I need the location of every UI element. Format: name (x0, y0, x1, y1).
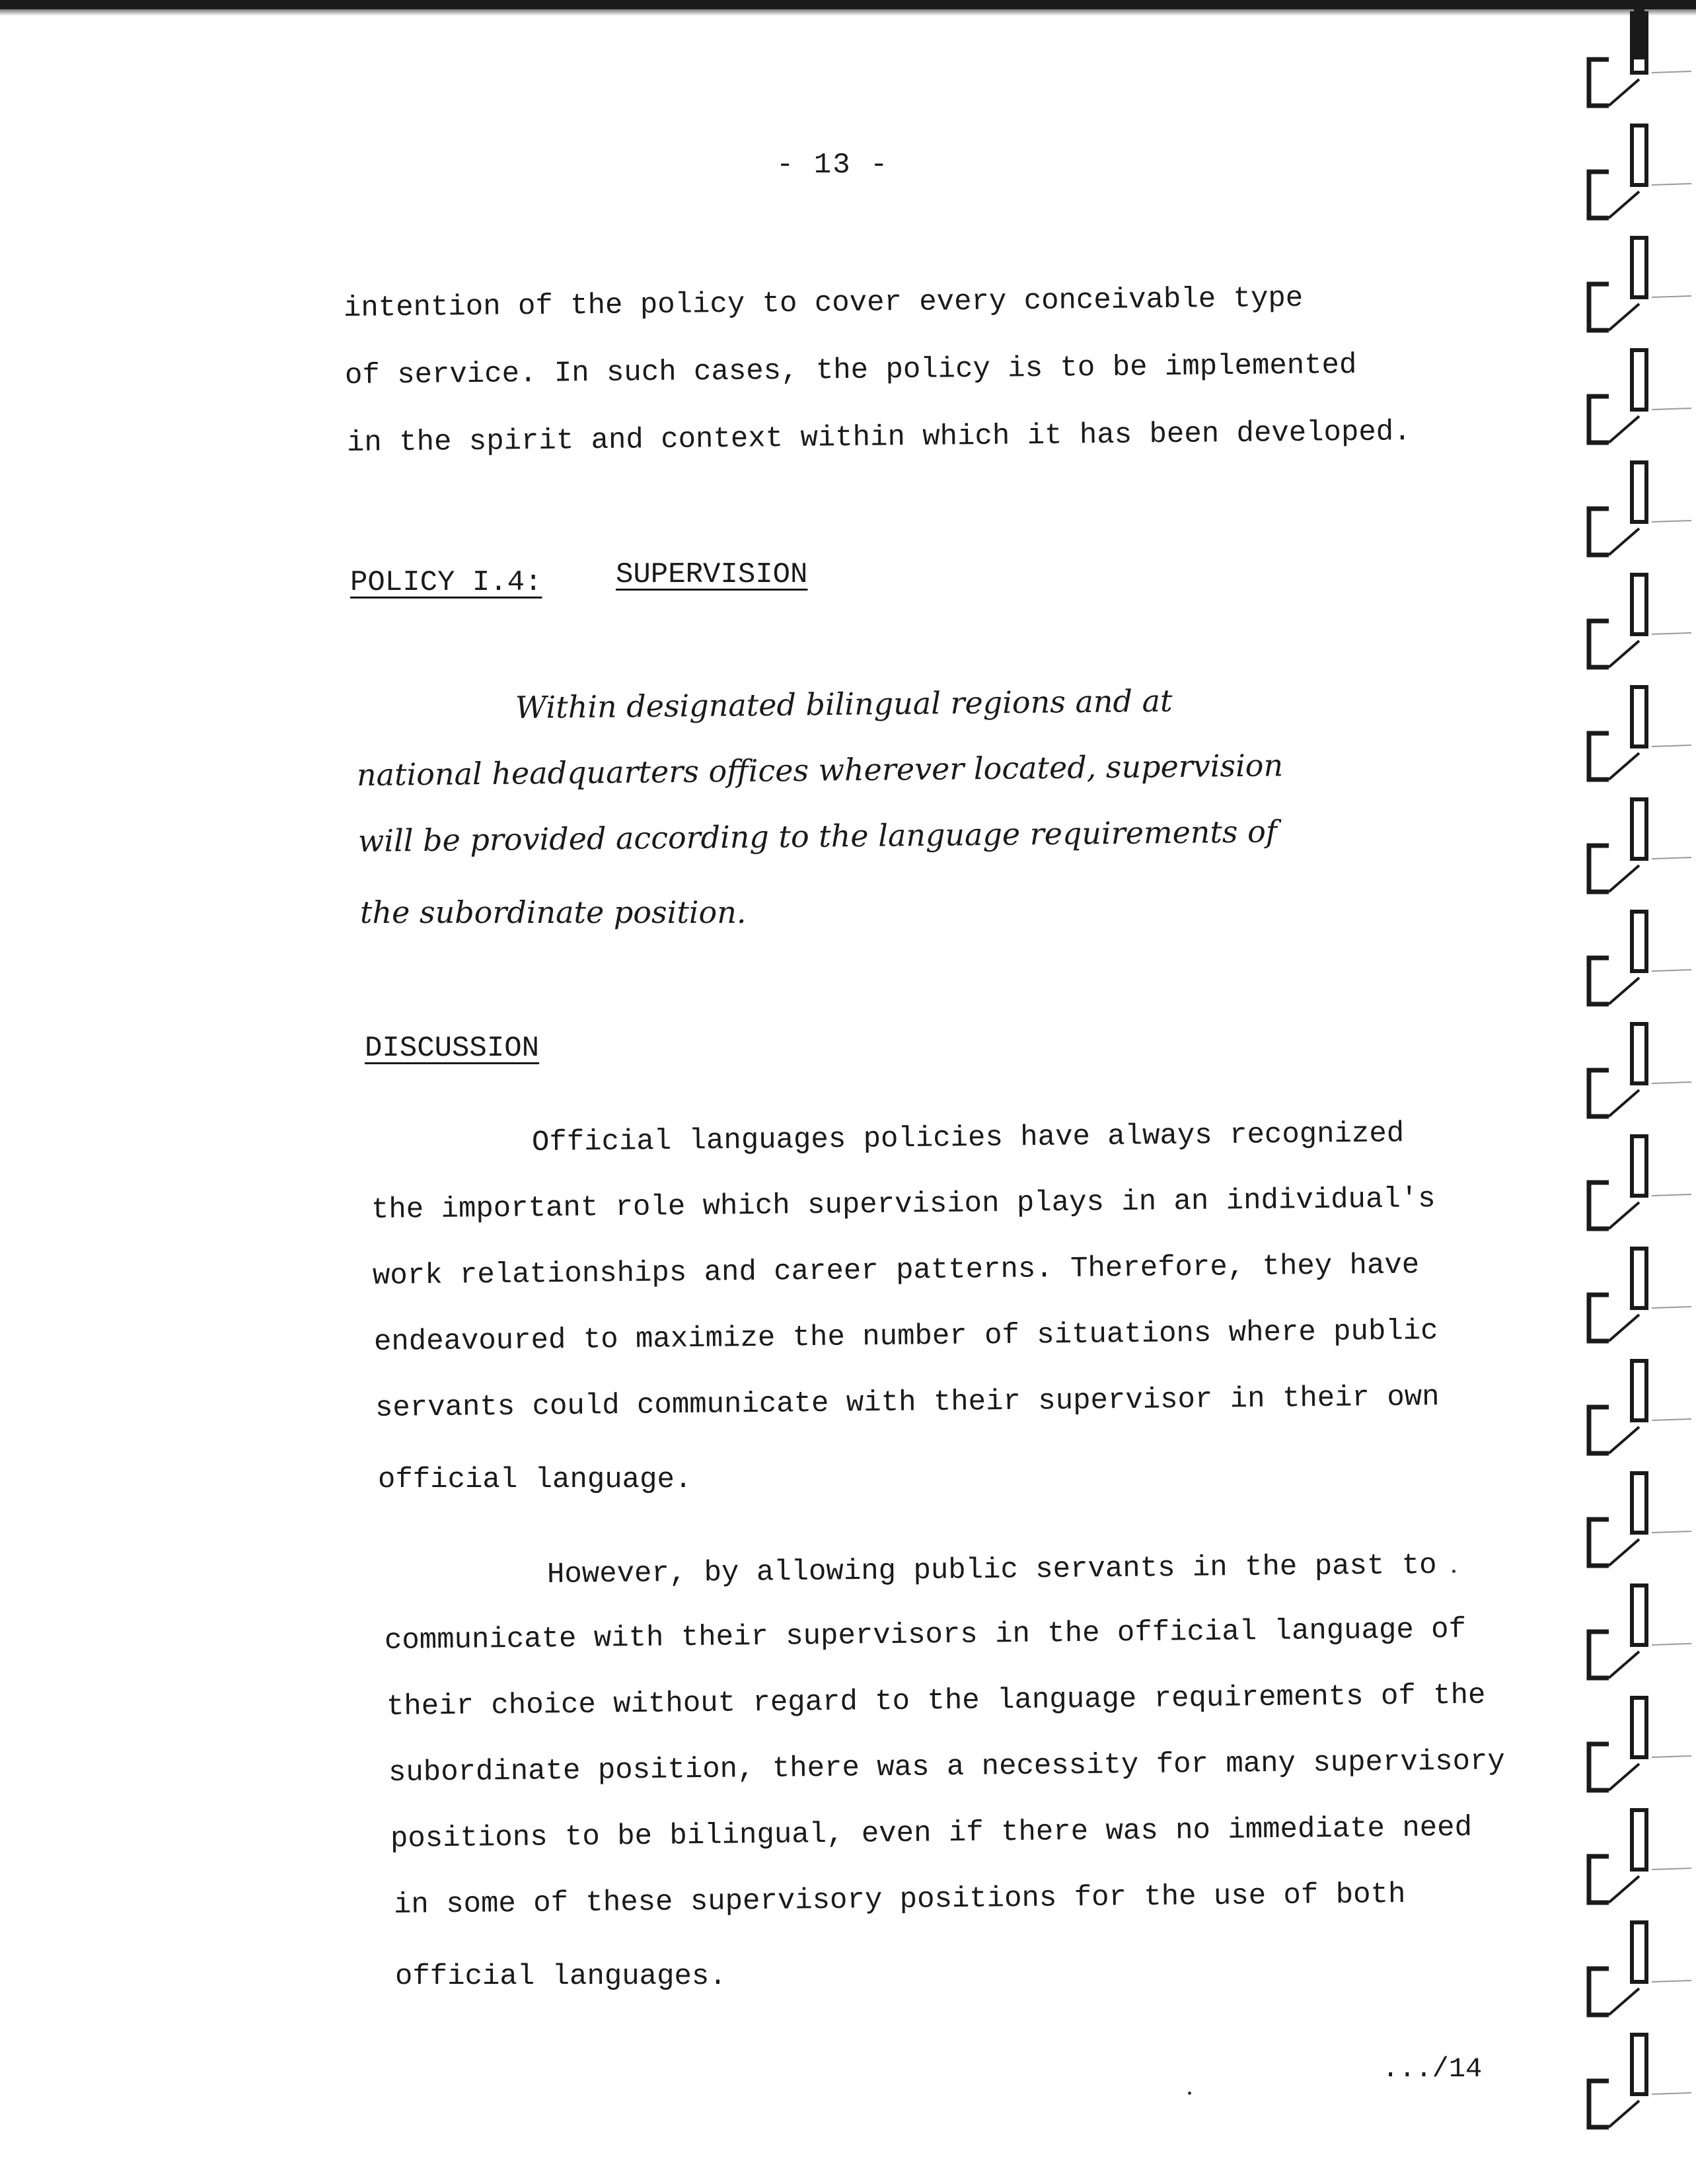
paragraph-line: However, by allowing public servants in the past to (546, 1548, 1437, 1591)
binding-loop (1589, 687, 1691, 780)
binding-loop (1589, 1473, 1691, 1566)
binding-loop (1589, 238, 1691, 330)
paragraph-line: in some of these supervisory positions for the use of both (393, 1877, 1406, 1922)
policy-statement-line: Within designated bilingual regions and at (515, 682, 1173, 725)
binding-loop (1589, 1136, 1691, 1229)
paragraph-line: the important role which supervision plays in an individual's (371, 1183, 1436, 1227)
binding-loop (1589, 1249, 1691, 1341)
binding-loop (1589, 126, 1691, 218)
page-top-shadow (0, 9, 1696, 16)
policy-label: POLICY I.4: (350, 566, 542, 599)
paragraph-line: work relationships and career patterns. Therefore, they have (372, 1249, 1420, 1293)
page-top-edge (0, 0, 1696, 9)
scan-speck (1188, 2092, 1191, 2095)
paragraph-line: official languages. (395, 1960, 727, 1993)
binding-loop (1589, 1024, 1691, 1116)
binding-loop (1589, 350, 1691, 443)
paragraph-line: positions to be bilingual, even if there was no immediate need (390, 1811, 1473, 1856)
paragraph-line: their choice without regard to the language requirements of the (386, 1679, 1486, 1724)
binding-loop (1589, 2035, 1691, 2127)
binding-spine-top (1634, 0, 1644, 59)
intro-line: intention of the policy to cover every conceivable type (343, 281, 1304, 325)
scan-speck (1452, 1570, 1456, 1573)
policy-statement-line: will be provided according to the language requirements of (357, 813, 1278, 859)
spiral-binding (1569, 0, 1696, 2184)
policy-statement-line: national headquarters offices wherever located, supervision (356, 747, 1284, 793)
paragraph-line: servants could communicate with their supervisor in their own (375, 1381, 1440, 1425)
binding-loop (1589, 1585, 1691, 1678)
policy-title: SUPERVISION (616, 558, 808, 591)
binding-loop (1589, 1810, 1691, 1903)
binding-loop (1589, 1698, 1691, 1790)
binding-loop (1589, 462, 1691, 555)
paragraph-line: subordinate position, there was a necessity for many supervisory (388, 1745, 1506, 1790)
binding-loop (1589, 912, 1691, 1004)
binding-loop (1589, 575, 1691, 667)
paragraph-line: official language. (378, 1463, 692, 1496)
binding-loop (1589, 1361, 1691, 1453)
binding-loop (1589, 799, 1691, 892)
intro-line: in the spirit and context within which it has been developed. (346, 416, 1411, 460)
policy-statement-line: the subordinate position. (360, 894, 747, 930)
intro-line: of service. In such cases, the policy is to be implemented (344, 348, 1357, 392)
page-number: - 13 - (776, 149, 889, 182)
discussion-heading: DISCUSSION (365, 1032, 540, 1065)
paragraph-line: Official languages policies have always recognized (531, 1117, 1405, 1159)
continuation-marker: .../14 (1382, 2053, 1483, 2085)
paragraph-line: communicate with their supervisors in the official language of (384, 1613, 1467, 1657)
paragraph-line: endeavoured to maximize the number of situations where public (373, 1315, 1438, 1359)
binding-loop (1589, 1922, 1691, 2015)
